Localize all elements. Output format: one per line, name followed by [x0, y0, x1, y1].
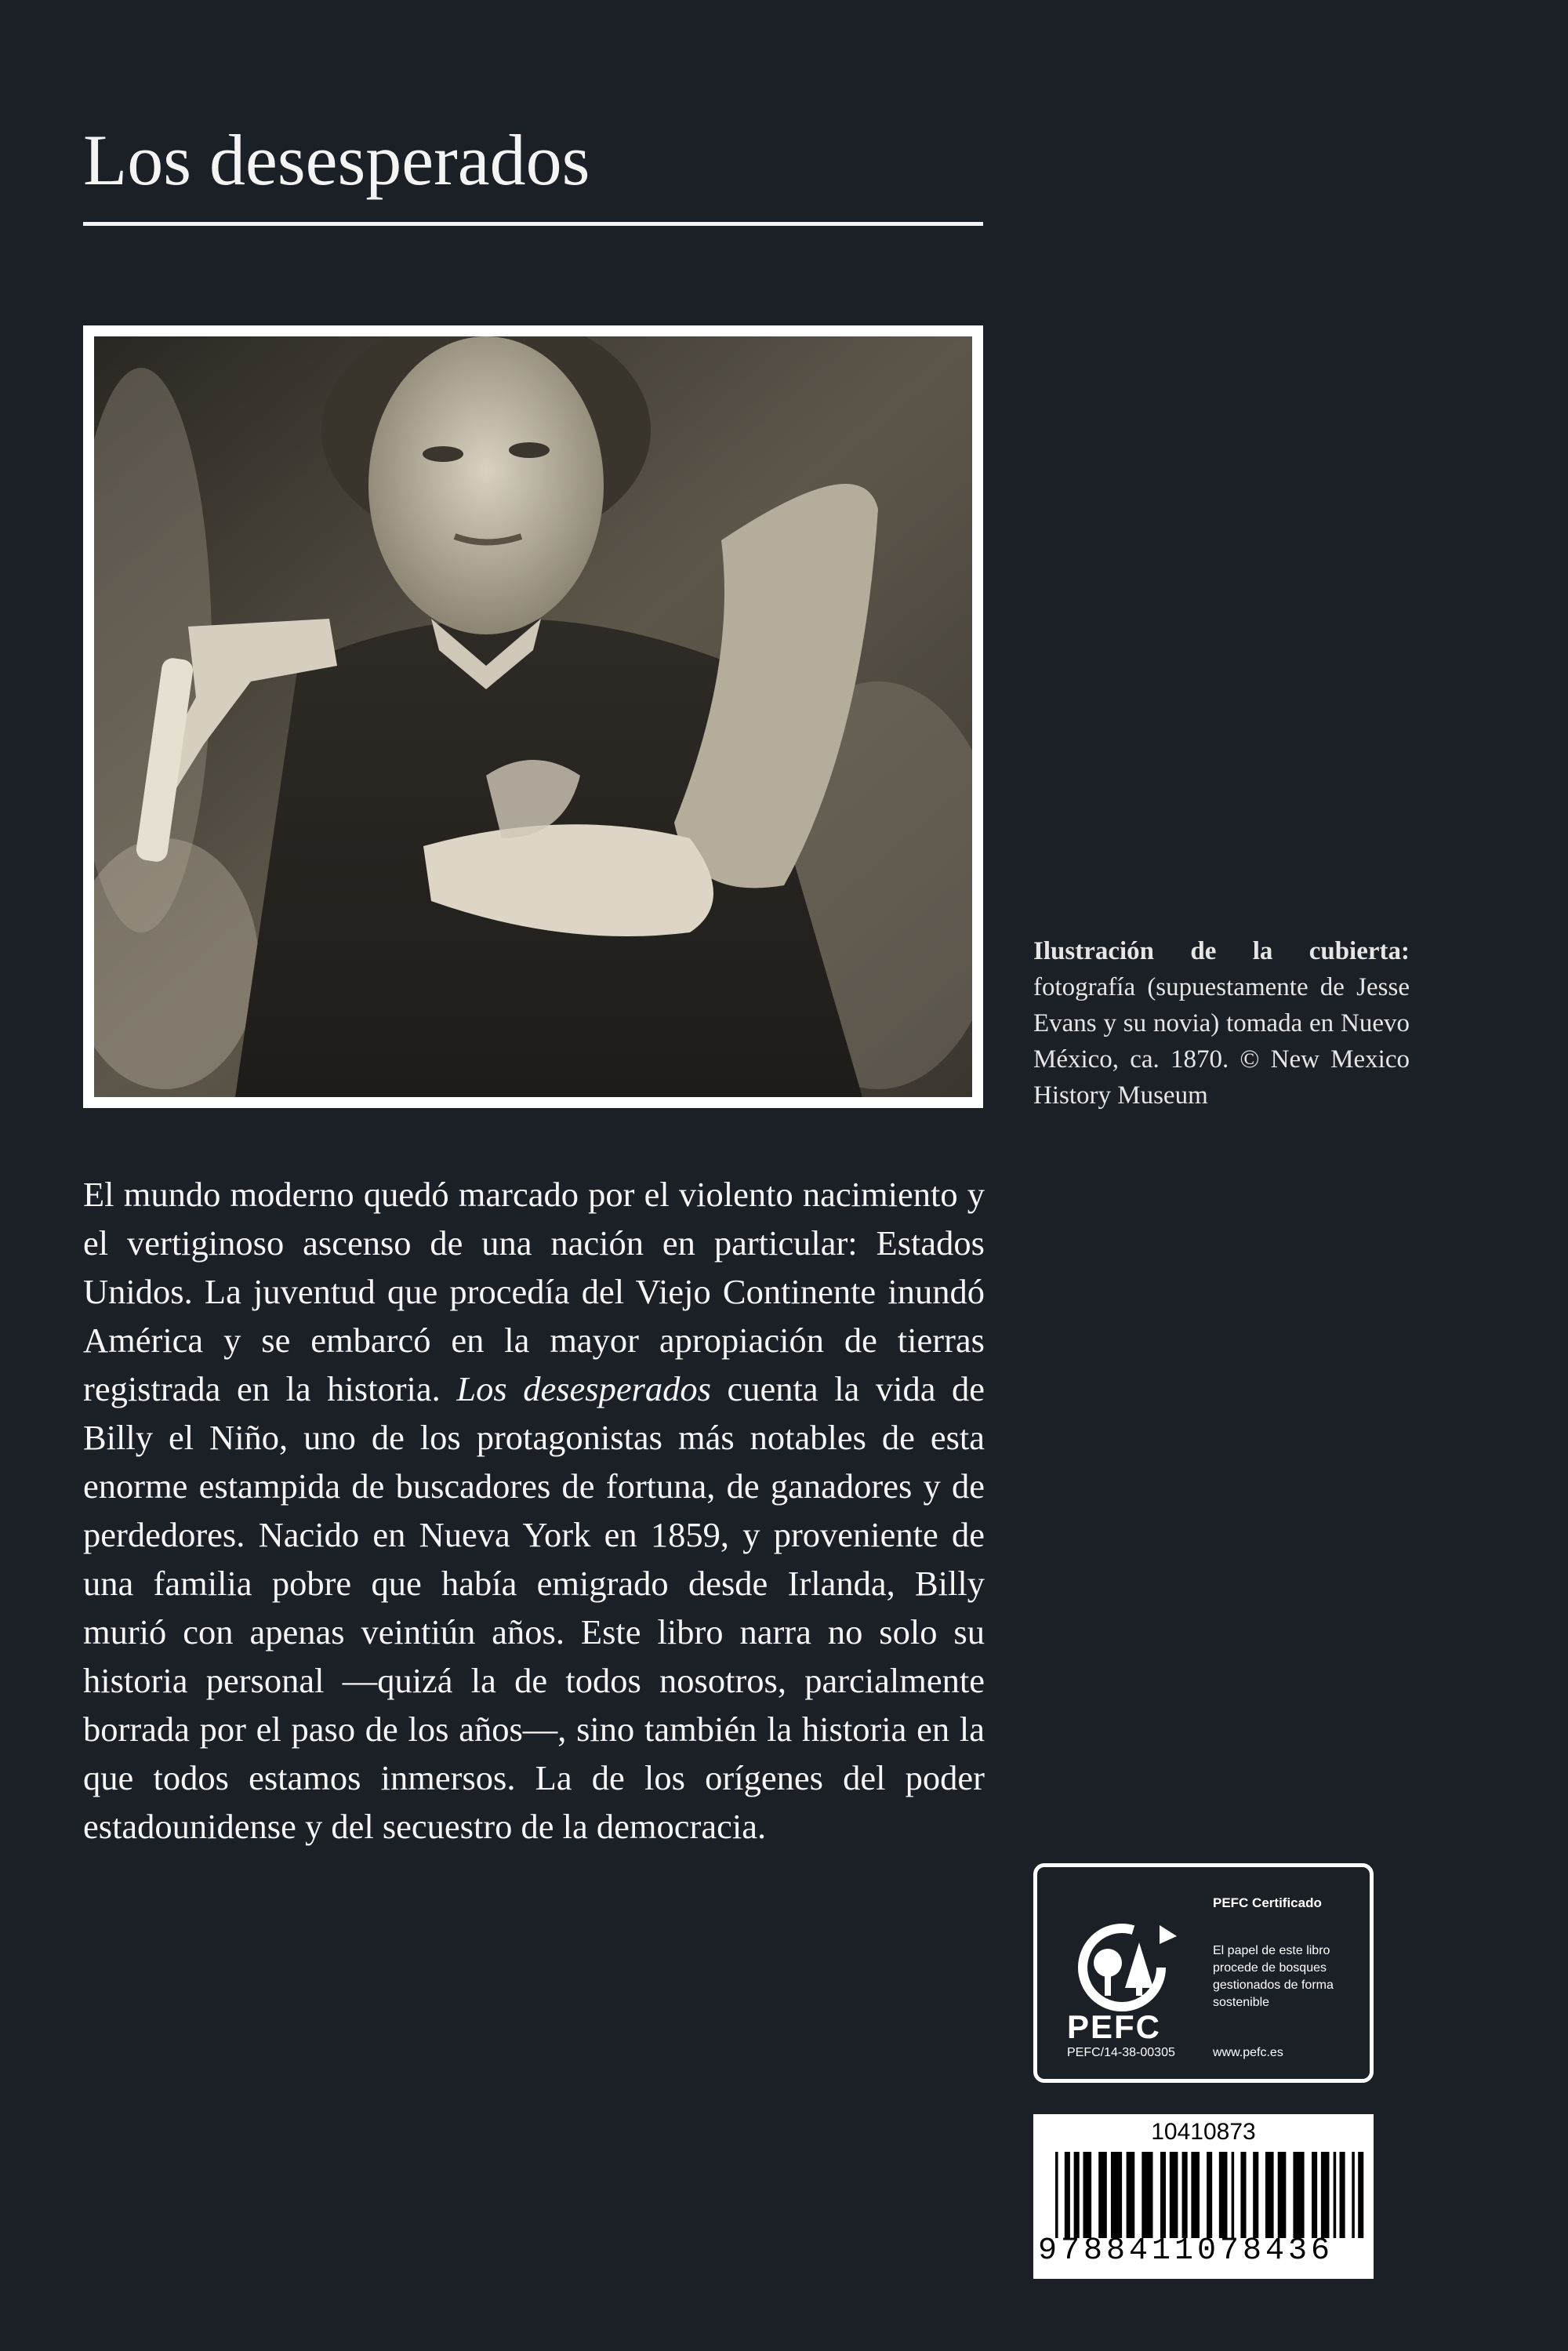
barcode-bar — [1358, 2152, 1363, 2238]
cover-photo-frame — [83, 325, 983, 1108]
barcode-isbn-digits: 9788411078436 — [1038, 2233, 1334, 2269]
cover-photo — [94, 336, 972, 1097]
pefc-heading: PEFC Certificado — [1213, 1895, 1322, 1910]
barcode-top-number: 10410873 — [1151, 2119, 1256, 2145]
barcode-bar — [1232, 2152, 1235, 2238]
pefc-logo-word: PEFC — [1067, 2008, 1162, 2045]
barcode-bar — [1265, 2152, 1274, 2238]
cover-credit — [1033, 933, 1410, 1114]
barcode-bar — [1293, 2152, 1304, 2238]
barcode-bar — [1191, 2152, 1200, 2238]
isbn-barcode — [1033, 2114, 1374, 2279]
barcode-bar — [1240, 2152, 1246, 2238]
blurb-book-title: Los desesperados — [456, 1369, 711, 1408]
blurb-part-2: cuenta la vida de Billy el Niño, uno de los protagonistas más notables de esta enorme estampida de buscadores de fortuna, de ganadores y de perdedores. Nacido en Nueva York en 1859, y proveniente de una familia pobre que había emigrado desde Irlanda, Billy murió con apenas veintiún años. Este libro narra no solo su historia personal —quizá la de todos nosotros, parcialmente borrada por el paso de los años—, sino también la historia en la que todos estamos inmersos. La de los orígenes del poder estadounidense y del secuestro de la democracia. — [83, 1369, 985, 1846]
pefc-url: www.pefc.es — [1213, 2046, 1283, 2059]
cover-credit-label: Ilustración de la cubierta: — [1033, 937, 1410, 965]
barcode-bar — [1160, 2152, 1166, 2238]
pefc-certification-box — [1033, 1863, 1374, 2083]
barcode-bar — [1278, 2152, 1287, 2238]
barcode-bars — [1055, 2152, 1367, 2238]
barcode-bar — [1352, 2152, 1355, 2238]
pefc-code: PEFC/14-38-00305 — [1067, 2046, 1175, 2059]
title-rule — [83, 222, 983, 226]
barcode-bar — [1340, 2152, 1345, 2238]
pefc-text: El papel de este libro procede de bosques gestionados de forma sostenible — [1213, 1944, 1334, 2009]
barcode-bar — [1334, 2152, 1337, 2238]
barcode-bar — [1083, 2152, 1091, 2238]
barcode-bar — [1321, 2152, 1330, 2238]
barcode-bar — [1207, 2152, 1212, 2238]
cover-credit-text: fotografía (supuestamente de Jesse Evans y su novia) tomada en Nuevo México, ca. 1870. © New Mexico History Museum — [1033, 973, 1410, 1110]
blurb-part-1: El mundo moderno quedó marcado por el violento nacimiento y el vertiginoso ascenso de una nación en particular: Estados Unidos. La juventud que procedía del Viejo Continente inundó América y se embarcó en la mayor apropiación de tierras registrada en la historia. — [83, 1175, 985, 1408]
barcode-bar — [1098, 2152, 1107, 2238]
barcode-bar — [1253, 2152, 1258, 2238]
barcode-bar — [1111, 2152, 1122, 2238]
book-title: Los desesperados — [83, 120, 590, 200]
barcode-bar — [1182, 2152, 1188, 2238]
back-cover-blurb — [83, 1170, 985, 1851]
barcode-bar — [1055, 2152, 1058, 2238]
barcode-bar — [1170, 2152, 1178, 2238]
barcode-bar — [1142, 2152, 1152, 2238]
barcode-bar — [1219, 2152, 1228, 2238]
barcode-bar — [1312, 2152, 1317, 2238]
barcode-bar — [1074, 2152, 1080, 2238]
barcode-bar — [1065, 2152, 1070, 2238]
pefc-tree-icon — [1067, 1920, 1192, 2022]
barcode-bar — [1127, 2152, 1135, 2238]
